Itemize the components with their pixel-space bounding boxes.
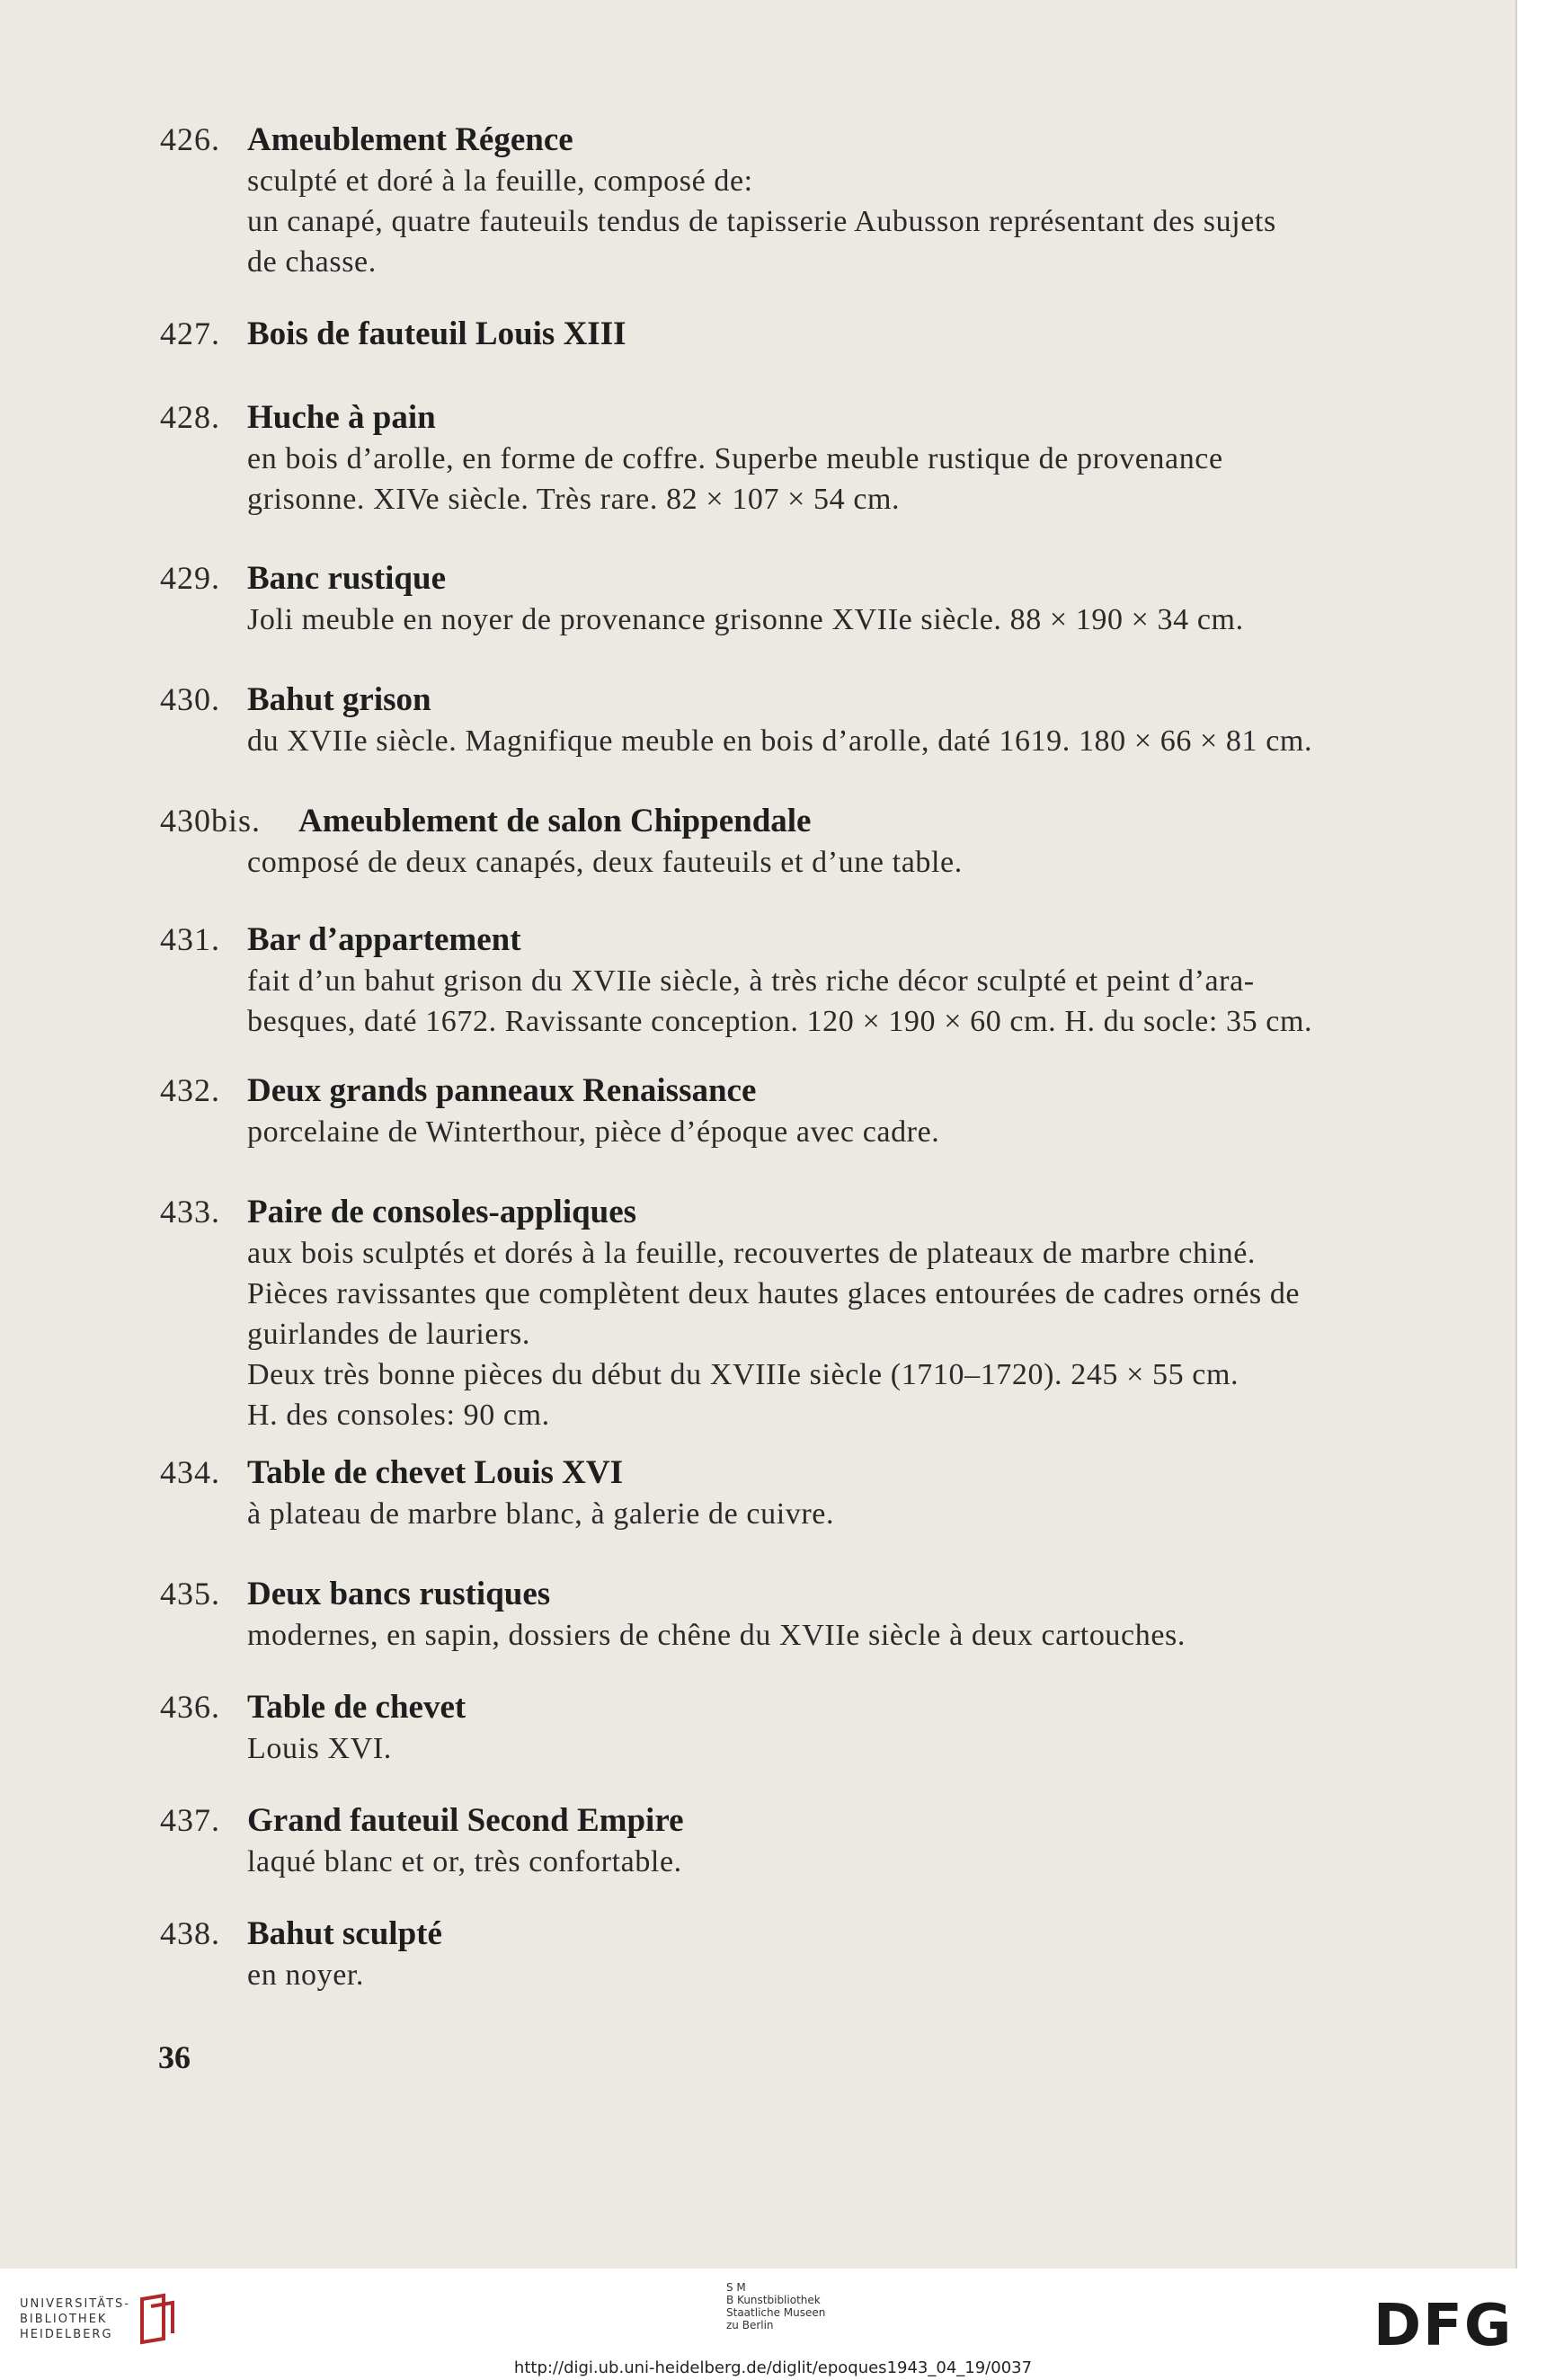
entry-description [247, 439, 1443, 520]
entry-number: 430bis. [160, 803, 262, 839]
sm-line: zu Berlin [726, 2319, 774, 2331]
entry-title: Huche à pain [247, 399, 436, 436]
page-number: 36 [158, 2039, 191, 2075]
description-line: modernes, en sapin, dossiers de chêne du XVIIe siècle à deux cartouches. [247, 1619, 1186, 1652]
entry-title: Bahut sculpté [247, 1915, 442, 1952]
description-line: en bois d’arolle, en forme de coffre. Superbe meuble rustique de provenance [247, 442, 1223, 475]
description-line: aux bois sculptés et dorés à la feuille, recouvertes de plateaux de marbre chiné. [247, 1237, 1256, 1270]
university-library-logo-icon [137, 2292, 187, 2346]
entry-title: Grand fauteuil Second Empire [247, 1802, 684, 1839]
library-name-line: HEIDELBERG [20, 2328, 113, 2341]
entry-description [247, 842, 1443, 883]
entry-number: 435. [160, 1576, 220, 1612]
description-line: du XVIIe siècle. Magnifique meuble en bois d’arolle, daté 1619. 180 × 66 × 81 cm. [247, 724, 1313, 758]
source-url-link[interactable]: http://digi.ub.uni-heidelberg.de/diglit/epoques1943_04_19/0037 [513, 2358, 1033, 2377]
entry-number: 433. [160, 1194, 220, 1230]
entry-title: Bar d’appartement [247, 921, 521, 958]
description-line: grisonne. XIVe siècle. Très rare. 82 × 107 × 54 cm. [247, 483, 901, 516]
description-line: porcelaine de Winterthour, pièce d’époque avec cadre. [247, 1115, 940, 1149]
entry-description [247, 1112, 1443, 1152]
entry-number: 437. [160, 1802, 220, 1838]
entry-title: Ameublement Régence [247, 121, 573, 158]
entry-number: 431. [160, 921, 220, 957]
entry-title: Ameublement de salon Chippendale [298, 803, 812, 839]
entry-description [247, 961, 1443, 1042]
entry-number: 432. [160, 1072, 220, 1108]
sm-line: S M [726, 2281, 746, 2294]
sm-line: Staatliche Museen [726, 2306, 826, 2319]
sm-credit [726, 2281, 825, 2331]
entry-description [247, 721, 1443, 761]
entry-number: 436. [160, 1689, 220, 1725]
entry-title: Deux grands panneaux Renaissance [247, 1072, 757, 1109]
entry-title: Paire de consoles-appliques [247, 1194, 637, 1230]
entry-description [247, 1233, 1443, 1435]
entry-number: 426. [160, 121, 220, 157]
entry-title: Banc rustique [247, 560, 447, 597]
description-line: laqué blanc et or, très confortable. [247, 1845, 682, 1878]
description-line: en noyer. [247, 1958, 365, 1992]
entry-title: Table de chevet [247, 1689, 466, 1726]
entry-number: 434. [160, 1454, 220, 1490]
description-line: Louis XVI. [247, 1732, 392, 1765]
description-line: besques, daté 1672. Ravissante conception. 120 × 190 × 60 cm. H. du socle: 35 cm. [247, 1005, 1313, 1038]
description-line: Deux très bonne pièces du début du XVIIIe siècle (1710–1720). 245 × 55 cm. [247, 1358, 1239, 1391]
description-line: Pièces ravissantes que complètent deux hautes glaces entourées de cadres ornés de [247, 1277, 1301, 1310]
entry-description [247, 1494, 1443, 1534]
description-line: guirlandes de lauriers. [247, 1318, 530, 1351]
description-line: composé de deux canapés, deux fauteuils et d’une table. [247, 846, 963, 879]
dfg-logo: DFG [1373, 2293, 1514, 2359]
entry-description [247, 1955, 1443, 1995]
entry-title: Table de chevet Louis XVI [247, 1454, 624, 1491]
entry-title: Deux bancs rustiques [247, 1576, 551, 1612]
entry-description [247, 161, 1443, 282]
entry-description [247, 1728, 1443, 1769]
entry-title: Bahut grison [247, 681, 431, 718]
library-name-line: UNIVERSITÄTS- [20, 2297, 130, 2311]
entry-title: Bois de fauteuil Louis XIII [247, 315, 626, 352]
description-line: H. des consoles: 90 cm. [247, 1399, 550, 1432]
description-line: fait d’un bahut grison du XVIIe siècle, à très riche décor sculpté et peint d’ara- [247, 964, 1255, 998]
entry-number: 429. [160, 560, 220, 596]
entry-description [247, 599, 1443, 640]
entry-description [247, 1615, 1443, 1656]
description-line: à plateau de marbre blanc, à galerie de cuivre. [247, 1497, 835, 1531]
description-line: de chasse. [247, 245, 377, 279]
entry-description [247, 1842, 1443, 1882]
description-line: sculpté et doré à la feuille, composé de: [247, 164, 753, 198]
library-name-line: BIBLIOTHEK [20, 2313, 108, 2326]
description-line: un canapé, quatre fauteuils tendus de tapisserie Aubusson représentant des sujets [247, 205, 1276, 238]
entry-number: 430. [160, 681, 220, 717]
entry-number: 438. [160, 1915, 220, 1951]
entry-number: 427. [160, 315, 220, 351]
entry-number: 428. [160, 399, 220, 435]
sm-line: B Kunstbibliothek [726, 2294, 821, 2306]
description-line: Joli meuble en noyer de provenance grisonne XVIIe siècle. 88 × 190 × 34 cm. [247, 603, 1244, 636]
